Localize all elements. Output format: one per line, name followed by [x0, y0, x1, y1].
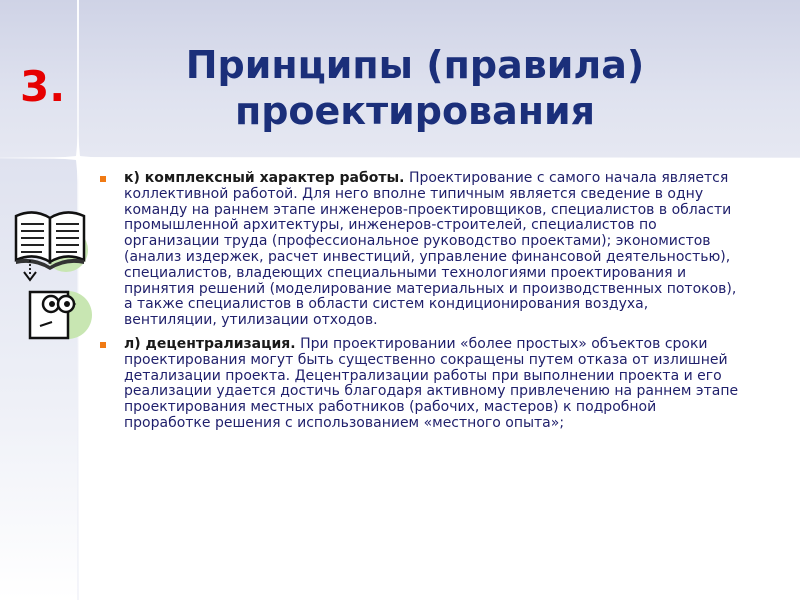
item-heading: л) децентрализация.	[124, 335, 296, 352]
horizontal-divider	[0, 157, 800, 159]
list-item	[100, 337, 745, 432]
item-text: Проектирование с самого начала является коллективной работой. Для него вполне типичным является сведение в одну команду на раннем этапе инженеров-проектировщиков, специалистов в области промышленной архитектуры, инженеров-строителей, специалистов по организации труда (профессиональное руководство проектами); экономистов (анализ издержек, расчет инвестиций, управление финансовой деятельностью), специалистов, владеющих специальными технологиями проектирования и принятия решений (моделирование материальных и производственных потоков), а также специалистов в области систем кондиционирования воздуха, вентиляции, утилизации отходов.	[124, 170, 737, 329]
slide-title: Принципы (правила) проектирования	[185, 43, 645, 133]
bullet-icon	[100, 342, 106, 348]
sparkle-icon	[54, 134, 102, 182]
slide-number: 3.	[20, 62, 66, 111]
thinking-person-icon	[30, 291, 92, 339]
clipart-illustration	[10, 200, 94, 345]
bullet-icon	[100, 176, 106, 182]
book-icon	[16, 212, 88, 272]
list-item	[100, 171, 745, 329]
item-heading: к) комплексный характер работы.	[124, 170, 405, 186]
content-list	[100, 171, 745, 440]
item-text: При проектировании «более простых» объектов сроки проектирования могут быть существенно сокращены путем отказа от излишней детализации проекта. Децентрализации работы при выполнении проекта и его реализации удается достичь благодаря активному привлечению на раннем этапе проектирования местных работников (рабочих, мастеров) к подробной проработке решения с использованием «местного опыта»;	[124, 335, 739, 431]
